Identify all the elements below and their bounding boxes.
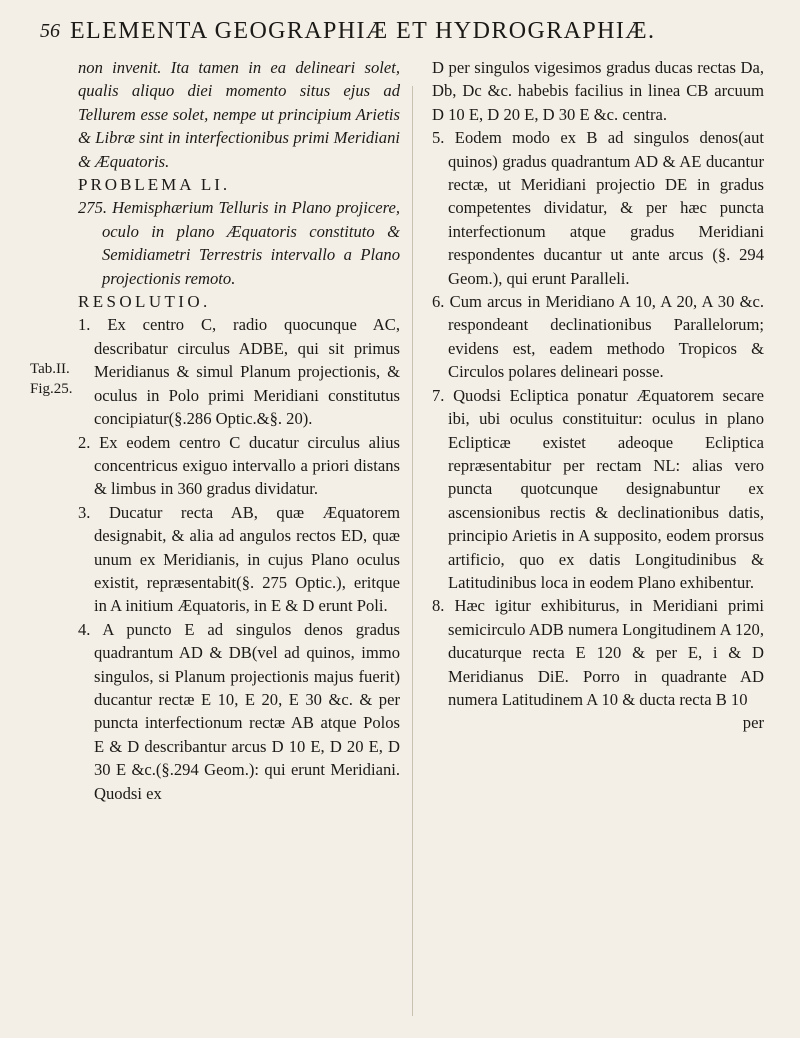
right-column — [432, 56, 764, 735]
left-column — [78, 56, 400, 805]
paragraph-6: 6. Cum arcus in Meridiano A 10, A 20, A 30 &c. respondeant declinationibus Parallelorum; evidens est, eadem methodo Tropicos & Circulos polares delineari posse. — [432, 292, 764, 382]
margin-figure-reference — [30, 359, 76, 399]
margin-fig-label: Fig.25. — [30, 381, 73, 397]
paragraph-8: 8. Hæc igitur exhibiturus, in Meridiani primi semicirculo ADB numera Longitudinem A 120, ducaturque recta E 120 & per E, i & D Meridianus DiE. Porro in quadrante AD numera Latitudinem A 10 & ducta recta B 10 — [432, 596, 764, 709]
page-header — [40, 14, 780, 48]
page-number: 56 — [40, 19, 60, 42]
resolutio-heading: RESOLUTIO. — [78, 292, 211, 312]
continued-paragraph: D per singulos vigesimos gradus ducas rectas Da, Db, Dc &c. habebis facilius in linea CB arcuum D 10 E, D 20 E, D 30 E &c. centra. — [432, 58, 764, 124]
problem-text: Hemisphærium Telluris in Plano projicere, oculo in plano Æquatoris constituto & Semidiametri Terrestris intervallo a Plano projectionis remoto. — [102, 198, 400, 288]
paragraph-5: 5. Eodem modo ex B ad singulos denos(aut quinos) gradus quadrantum AD & AE ducantur rectæ, ut Meridiani projectio DE in gradus competentes dividatur, & per hæc puncta interfectionum atque gradus Meridiani respondentes ducantur ut ante arcus (§. 294 Geom.), qui erunt Paralleli. — [432, 128, 764, 288]
paragraph-7: 7. Quodsi Ecliptica ponatur Æquatorem secare ibi, ubi oculus constituitur: oculus in plano Eclipticæ existet adeoque Ecliptica repræsentabitur per rectam NL: alias vero puncta quotcunque designabuntur ex ascensionibus rectis & declinationibus datis, principio Arietis in A supposito, eodem prorsus artificio, quo ex datis Longitudinibus & Latitudinibus loca in eodem Plano exhibentur. — [432, 385, 764, 592]
margin-tab-label: Tab.II. — [30, 361, 70, 377]
running-head: ELEMENTA GEOGRAPHIÆ ET HYDROGRAPHIÆ. — [70, 17, 656, 44]
problem-number: 275. — [78, 198, 108, 218]
paragraph-3: 3. Ducatur recta AB, quæ Æquatorem designabit, & alia ad angulos rectos ED, quæ unum ex Meridianis, in cujus Plano oculus existit, repræsentabit(§. 275 Optic.), eritque in A initium Æquatoris, in E & D erunt Poli. — [78, 502, 400, 616]
catchword: per — [742, 713, 764, 733]
paragraph-1: 1. Ex centro C, radio quocunque AC, describatur circulus ADBE, qui sit primus Meridianus & simul Planum projectionis, & oculus in Polo primi Meridiani constitutus concipiatur(§.286 Optic.&§. 20). — [78, 315, 400, 429]
paragraph-2: 2. Ex eodem centro C ducatur circulus alius concentricus exiguo intervallo a priori distans & limbus in 360 gradus dividatur. — [78, 432, 400, 499]
paragraph-4: 4. A puncto E ad singulos denos gradus quadrantum AD & DB(vel ad quinos, immo singulos, si Planum projectionis majus fuerit) ducantur rectæ E 10, E 20, E 30 &c. & per puncta interfectionum rectæ AB atque Polos E & D describantur arcus D 10 E, D 20 E, D 30 E &c.(§.294 Geom.): qui erunt Meridiani. Quodsi ex — [78, 619, 400, 803]
problem-statement — [78, 196, 400, 290]
problem-heading: PROBLEMA LI. — [78, 175, 231, 195]
column-divider — [412, 86, 413, 1016]
intro-paragraph: non invenit. Ita tamen in ea delineari solet, qualis aliquo diei momento situs ejus ad Tellurem esse solet, nempe ut principium Arietis & Libræ sint in interfectionibus primi Meridiani & Æquatoris. — [78, 58, 400, 171]
